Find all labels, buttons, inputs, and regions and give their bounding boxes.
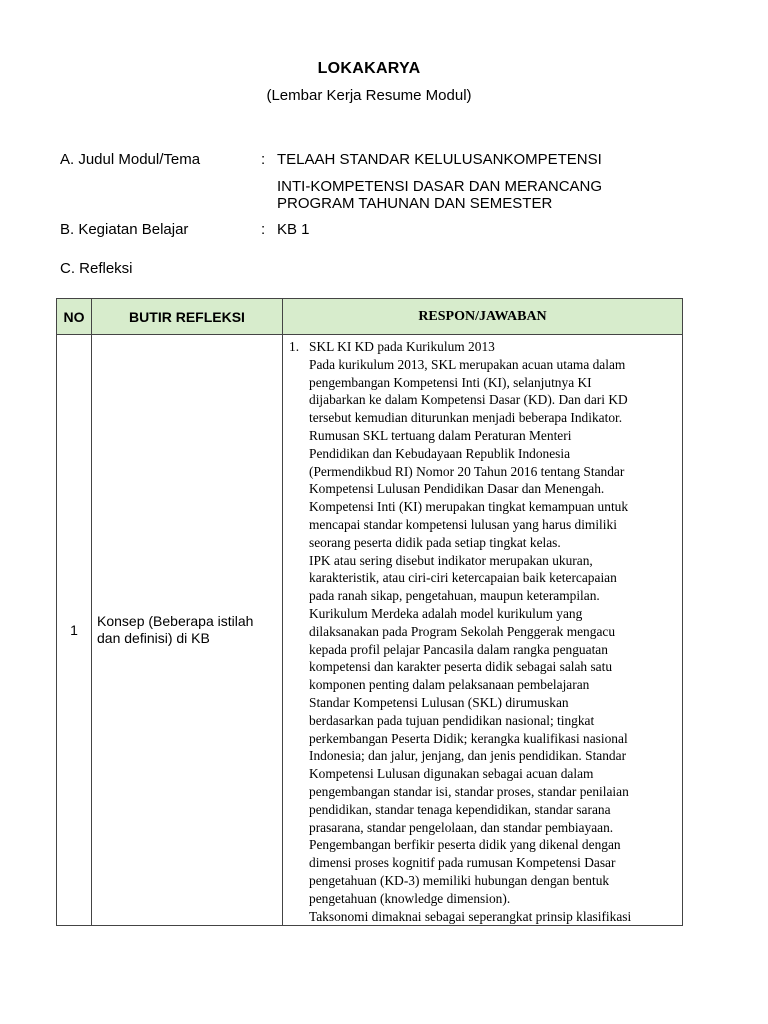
header-butir: BUTIR REFLEKSI: [92, 299, 283, 335]
respon-text: [283, 335, 682, 925]
kegiatan-label: B. Kegiatan Belajar: [60, 221, 189, 238]
respon-line: komponen penting dalam pelaksanaan pembelajaran: [309, 677, 590, 693]
table-header-row: [57, 299, 683, 335]
judul-value-line-3: PROGRAM TAHUNAN DAN SEMESTER: [277, 195, 553, 212]
respon-line: mencapai standar kompetensi lulusan yang harus dimiliki: [309, 516, 617, 532]
respon-line: Indonesia; dan jalur, jenjang, dan jenis pendidikan. Standar: [309, 748, 627, 764]
respon-line: Standar Kompetensi Lulusan (SKL) dirumuskan: [309, 694, 569, 710]
respon-line: IPK atau sering disebut indikator merupakan ukuran,: [309, 552, 593, 568]
respon-line: dilaksanakan pada Program Sekolah Penggerak mengacu: [309, 623, 616, 639]
row-butir: Konsep (Beberapa istilah dan definisi) di KB: [92, 335, 283, 926]
respon-line: pada ranah sikap, pengetahuan, maupun keterampilan.: [309, 588, 600, 604]
row-respon: [283, 335, 683, 926]
respon-line: Taksonomi dimaknai sebagai seperangkat prinsip klasifikasi: [309, 908, 632, 924]
respon-line: tersebut kemudian diturunkan menjadi beberapa Indikator.: [309, 410, 623, 426]
table-row: [57, 335, 683, 926]
header-respon: RESPON/JAWABAN: [283, 299, 683, 335]
respon-line: pengetahuan (KD-3) memiliki hubungan dengan bentuk: [309, 872, 610, 888]
respon-line: Kurikulum Merdeka adalah model kurikulum yang: [309, 605, 583, 621]
row-no: 1: [57, 335, 92, 926]
document-subtitle: (Lembar Kerja Resume Modul): [266, 87, 472, 104]
respon-line: (Permendikbud RI) Nomor 20 Tahun 2016 tentang Standar: [309, 463, 625, 479]
respon-paragraph: [289, 356, 678, 926]
respon-line: dimensi proses kognitif pada rumusan Kompetensi Dasar: [309, 855, 616, 871]
respon-number: 1.: [289, 339, 300, 354]
respon-line: Kompetensi Inti (KI) merupakan tingkat kemampuan untuk: [309, 499, 629, 515]
respon-line: Kompetensi Lulusan Pendidikan Dasar dan Menengah.: [309, 481, 605, 497]
respon-heading-line: [289, 338, 678, 356]
respon-line: pengembangan Kompetensi Inti (KI), selanjutnya KI: [309, 374, 592, 390]
kegiatan-value: KB 1: [277, 221, 310, 238]
respon-heading: SKL KI KD pada Kurikulum 2013: [309, 339, 495, 354]
refleksi-label: C. Refleksi: [60, 260, 133, 277]
respon-line: dijabarkan ke dalam Kompetensi Dasar (KD). Dan dari KD: [309, 392, 628, 408]
respon-line: perkembangan Peserta Didik; kerangka kualifikasi nasional: [309, 730, 628, 746]
respon-line: kompetensi dan karakter peserta didik sebagai salah satu: [309, 659, 613, 675]
respon-line: Kompetensi Lulusan digunakan sebagai acuan dalam: [309, 766, 594, 782]
respon-line: kepada profil pelajar Pancasila dalam rangka penguatan: [309, 641, 608, 657]
respon-line: Pengembangan berfikir peserta didik yang dikenal dengan: [309, 837, 621, 853]
header-no: NO: [57, 299, 92, 335]
judul-label: A. Judul Modul/Tema: [60, 151, 201, 168]
respon-line: Rumusan SKL tertuang dalam Peraturan Menteri: [309, 427, 572, 443]
respon-line: karakteristik, atau ciri-ciri ketercapaian baik ketercapaian: [309, 570, 617, 586]
respon-line: seorang peserta didik pada setiap tingkat kelas.: [309, 534, 561, 550]
respon-line: Pendidikan dan Kebudayaan Republik Indonesia: [309, 445, 571, 461]
respon-line: Pada kurikulum 2013, SKL merupakan acuan utama dalam: [309, 356, 626, 372]
judul-value-line-2: INTI-KOMPETENSI DASAR DAN MERANCANG: [277, 178, 603, 195]
respon-line: pengetahuan (knowledge dimension).: [309, 890, 511, 906]
respon-line: pengembangan standar isi, standar proses, standar penilaian: [309, 783, 629, 799]
respon-line: prasarana, standar pengelolaan, dan standar pembiayaan.: [309, 819, 614, 835]
judul-colon: :: [261, 151, 266, 168]
document-title: LOKAKARYA: [317, 60, 421, 77]
kegiatan-colon: :: [261, 221, 266, 238]
refleksi-table: [56, 298, 683, 926]
judul-value-line-1: TELAAH STANDAR KELULUSANKOMPETENSI: [277, 151, 602, 168]
respon-line: berdasarkan pada tujuan pendidikan nasional; tingkat: [309, 712, 595, 728]
respon-line: pendidikan, standar tenaga kependidikan, standar sarana: [309, 801, 611, 817]
